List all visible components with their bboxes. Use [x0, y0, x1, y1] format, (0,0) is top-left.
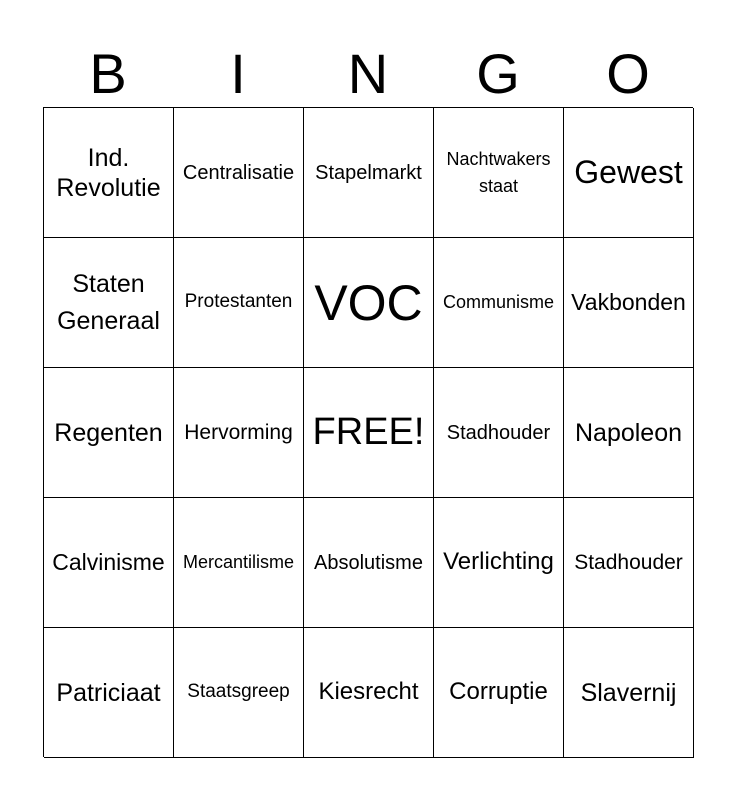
bingo-cell[interactable]: Absolutisme	[304, 498, 434, 628]
bingo-cell[interactable]: Staten Generaal	[44, 238, 174, 368]
bingo-cell[interactable]: Nachtwakers staat	[434, 108, 564, 238]
bingo-cell[interactable]: Gewest	[564, 108, 694, 238]
bingo-cell[interactable]: Protestanten	[174, 238, 304, 368]
bingo-cell[interactable]: Stapelmarkt	[304, 108, 434, 238]
bingo-cell[interactable]: Mercantilisme	[174, 498, 304, 628]
bingo-header	[43, 40, 693, 108]
bingo-cell[interactable]: Hervorming	[174, 368, 304, 498]
bingo-cell[interactable]: Verlichting	[434, 498, 564, 628]
bingo-cell[interactable]: Slavernij	[564, 628, 694, 758]
bingo-cell[interactable]: Patriciaat	[44, 628, 174, 758]
bingo-cell[interactable]: VOC	[304, 238, 434, 368]
bingo-cell[interactable]: Vakbonden	[564, 238, 694, 368]
header-letter-g: G	[476, 42, 520, 105]
bingo-cell[interactable]: Stadhouder	[434, 368, 564, 498]
bingo-cell[interactable]: Stadhouder	[564, 498, 694, 628]
bingo-cell[interactable]: Centralisatie	[174, 108, 304, 238]
bingo-board	[43, 107, 693, 757]
header-letter-n: N	[347, 42, 389, 105]
header-letter-o: O	[606, 42, 650, 105]
bingo-cell[interactable]: Corruptie	[434, 628, 564, 758]
bingo-cell[interactable]: Staatsgreep	[174, 628, 304, 758]
bingo-cell[interactable]: Ind. Revolutie	[44, 108, 174, 238]
header-letter-b: B	[89, 42, 127, 105]
bingo-cell[interactable]: Kiesrecht	[304, 628, 434, 758]
bingo-cell[interactable]: Communisme	[434, 238, 564, 368]
bingo-cell[interactable]: Regenten	[44, 368, 174, 498]
bingo-cell[interactable]: Napoleon	[564, 368, 694, 498]
free-space[interactable]: FREE!	[304, 368, 434, 498]
header-letter-i: I	[230, 42, 246, 105]
bingo-cell[interactable]: Calvinisme	[44, 498, 174, 628]
